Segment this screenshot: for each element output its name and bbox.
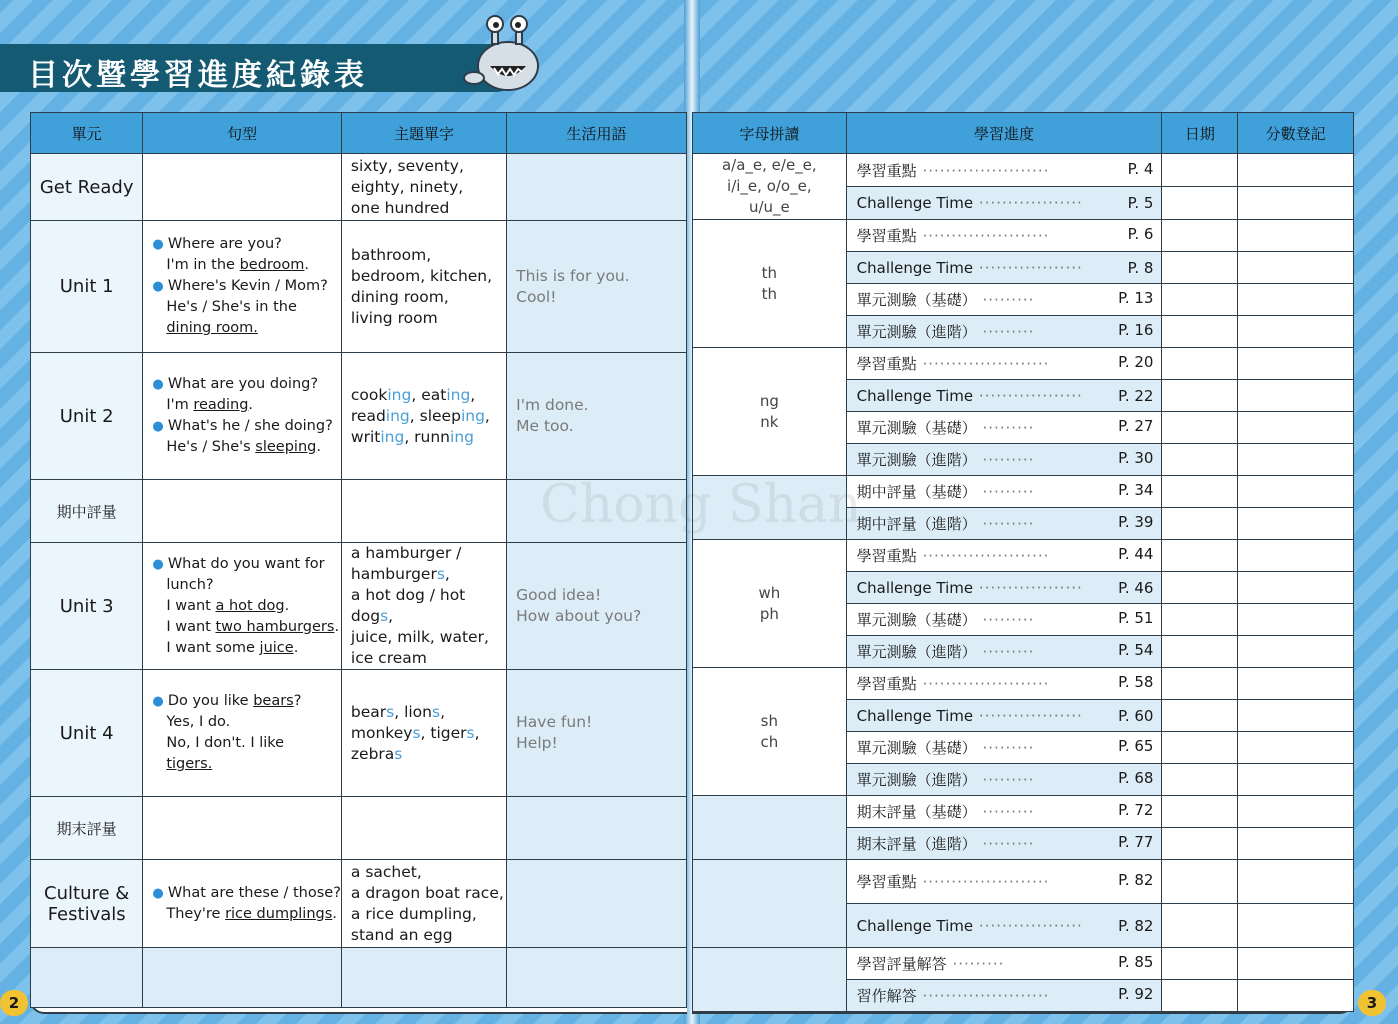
leader-dots: ·················· [973,386,1083,405]
score-cell[interactable] [1238,732,1354,764]
phonics-cell [693,796,847,860]
progress-label: 單元測驗（基礎） [856,419,977,437]
page-number-right: 3 [1358,990,1386,1016]
date-cell[interactable] [1162,572,1238,604]
progress-item [846,284,1162,316]
progress-item [846,732,1162,764]
page-ref: P. 77 [1118,833,1154,851]
score-cell[interactable] [1238,980,1354,1012]
page-ref: P. 4 [1127,159,1154,178]
sentence-pattern: ● Where are you? I'm in the bedroom. ● Where's Kevin / Mom? He's / She's in the dining room. [143,221,342,353]
page-ref: P. 30 [1118,449,1154,467]
phonics-cell: a/a_e, e/e_e, i/i_e, o/o_e, u/u_e [693,154,847,220]
unit-name: Unit 2 [31,353,143,480]
score-cell[interactable] [1238,636,1354,668]
table-row [31,353,687,480]
progress-label: 期中評量（基礎） [856,483,977,501]
sentence-pattern: ● What do you want for lunch? I want a hot dog. I want two hamburgers. I want some juice. [143,543,342,670]
score-cell[interactable] [1238,220,1354,252]
progress-label: 單元測驗（基礎） [856,611,977,629]
page-ref: P. 92 [1118,985,1154,1003]
phonics-cell: ng nk [693,348,847,476]
score-cell[interactable] [1238,668,1354,700]
page-ref: P. 22 [1118,386,1154,405]
score-cell[interactable] [1238,860,1354,904]
unit-name: Culture & Festivals [31,860,143,948]
page-ref: P. 20 [1118,353,1154,371]
date-cell[interactable] [1162,948,1238,980]
date-cell[interactable] [1162,380,1238,412]
progress-label: 單元測驗（進階） [856,451,977,469]
score-cell[interactable] [1238,904,1354,948]
progress-item [846,508,1162,540]
unit-name: Get Ready [31,154,143,221]
progress-label: Challenge Time [856,706,974,725]
topic-words: cooking, eating, reading, sleeping, writing, running [341,353,506,480]
page-ref: P. 58 [1118,673,1154,691]
leader-dots: ········· [976,515,1035,533]
daily-phrases: Good idea! How about you? [507,543,687,670]
progress-label: 單元測驗（進階） [856,643,977,661]
phonics-cell: wh ph [693,540,847,668]
unit-name: 期中評量 [31,480,143,543]
score-cell[interactable] [1238,508,1354,540]
unit-name: Unit 3 [31,543,143,670]
phonics-cell: sh ch [693,668,847,796]
score-cell[interactable] [1238,252,1354,284]
leader-dots: ········· [976,611,1035,629]
date-cell[interactable] [1162,904,1238,948]
progress-table [692,112,1354,1012]
table-row [693,540,1354,572]
col-header-score: 分數登記 [1238,113,1354,154]
leader-dots: ········· [976,771,1035,789]
leader-dots: ········· [976,419,1035,437]
page-ref: P. 5 [1127,194,1154,212]
date-cell[interactable] [1162,444,1238,476]
date-cell[interactable] [1162,220,1238,252]
progress-item [846,154,1162,187]
table-row [31,860,687,948]
score-cell[interactable] [1238,796,1354,828]
table-row [693,948,1354,980]
progress-item [846,700,1162,732]
page-ref: P. 54 [1118,641,1154,659]
score-cell[interactable] [1238,572,1354,604]
progress-item [846,412,1162,444]
date-cell[interactable] [1162,252,1238,284]
table-row [31,670,687,797]
score-cell[interactable] [1238,284,1354,316]
progress-label: Challenge Time [856,916,974,935]
date-cell[interactable] [1162,636,1238,668]
date-cell[interactable] [1162,828,1238,860]
score-cell[interactable] [1238,604,1354,636]
date-cell[interactable] [1162,284,1238,316]
col-header-sentence: 句型 [143,113,342,154]
leader-dots: ·················· [973,916,1083,935]
date-cell[interactable] [1162,860,1238,904]
leader-dots: ········· [976,803,1035,821]
progress-label: 單元測驗（進階） [856,771,977,789]
progress-item [846,904,1162,948]
topic-words: a sachet, a dragon boat race, a rice dumpling, stand an egg [341,860,506,948]
date-cell[interactable] [1162,980,1238,1012]
date-cell[interactable] [1162,764,1238,796]
leader-dots: ········· [976,291,1035,309]
progress-label: 期末評量（進階） [856,835,977,853]
progress-item [846,828,1162,860]
date-cell[interactable] [1162,508,1238,540]
date-cell[interactable] [1162,732,1238,764]
page-ref: P. 46 [1118,578,1154,597]
date-cell[interactable] [1162,187,1238,220]
topic-words: sixty, seventy, eighty, ninety, one hundred [341,154,506,221]
page-ref: P. 51 [1118,609,1154,627]
page-ref: P. 39 [1118,513,1154,531]
date-cell[interactable] [1162,348,1238,380]
page-ref: P. 65 [1118,737,1154,755]
page-ref: P. 6 [1127,225,1154,243]
progress-item [846,316,1162,348]
score-cell[interactable] [1238,380,1354,412]
table-row [31,543,687,670]
progress-label: 單元測驗（基礎） [856,291,977,309]
progress-label: Challenge Time [856,578,974,597]
leader-dots: ······················ [916,227,1050,245]
progress-item [846,980,1162,1012]
leader-dots: ········· [976,643,1035,661]
sentence-pattern: ● What are you doing? I'm reading. ● What's he / she doing? He's / She's sleeping. [143,353,342,480]
leader-dots: ·················· [973,578,1083,597]
score-cell[interactable] [1238,948,1354,980]
progress-label: 習作解答 [856,987,917,1005]
progress-item [846,540,1162,572]
leader-dots: ······················ [916,987,1050,1005]
col-header-words: 主題單字 [341,113,506,154]
date-cell[interactable] [1162,316,1238,348]
page-ref: P. 13 [1118,289,1154,307]
score-cell[interactable] [1238,476,1354,508]
watermark: Chong Shan [540,475,862,535]
leader-dots: ········· [976,835,1035,853]
score-cell[interactable] [1238,764,1354,796]
phonics-cell [693,948,847,1012]
progress-item [846,348,1162,380]
col-header-unit: 單元 [31,113,143,154]
topic-words: a hamburger / hamburgers, a hot dog / hot dogs, juice, milk, water, ice cream [341,543,506,670]
table-row [693,348,1354,380]
progress-item [846,668,1162,700]
progress-item [846,796,1162,828]
leader-dots: ······················ [916,161,1050,180]
progress-item [846,476,1162,508]
progress-item [846,860,1162,904]
sentence-pattern: ● Do you like bears? Yes, I do. No, I don't. I like tigers. [143,670,342,797]
progress-item [846,636,1162,668]
date-cell[interactable] [1162,668,1238,700]
progress-item [846,444,1162,476]
progress-item [846,380,1162,412]
daily-phrases: This is for you. Cool! [507,221,687,353]
score-cell[interactable] [1238,444,1354,476]
progress-label: Challenge Time [856,386,974,405]
progress-label: 單元測驗（基礎） [856,739,977,757]
page-ref: P. 27 [1118,417,1154,435]
progress-label: 單元測驗（進階） [856,323,977,341]
unit-name: Unit 4 [31,670,143,797]
page-ref: P. 82 [1118,871,1154,889]
table-row [693,154,1354,187]
leader-dots: ········· [976,323,1035,341]
page-ref: P. 8 [1127,258,1154,277]
score-cell[interactable] [1238,700,1354,732]
score-cell[interactable] [1238,316,1354,348]
leader-dots: ·················· [973,258,1083,277]
progress-item [846,948,1162,980]
monster-mascot-icon [462,14,552,96]
leader-dots: ········· [976,739,1035,757]
table-row [31,154,687,221]
table-row [693,668,1354,700]
page-ref: P. 82 [1118,916,1154,935]
table-row [31,797,687,860]
page-ref: P. 60 [1118,706,1154,725]
leader-dots: ········· [946,955,1005,973]
page-ref: P. 85 [1118,953,1154,971]
daily-phrases: I'm done. Me too. [507,353,687,480]
date-cell[interactable] [1162,604,1238,636]
table-row [31,948,687,1008]
progress-label: 學習重點 [856,227,917,245]
table-row [31,221,687,353]
date-cell[interactable] [1162,540,1238,572]
progress-label: 學習重點 [856,355,917,373]
page-ref: P. 16 [1118,321,1154,339]
progress-label: 期末評量（基礎） [856,803,977,821]
progress-item [846,604,1162,636]
leader-dots: ········· [976,451,1035,469]
table-row [693,796,1354,828]
unit-name: Unit 1 [31,221,143,353]
leader-dots: ······················ [916,873,1050,891]
table-row [693,220,1354,252]
leader-dots: ·················· [973,706,1083,725]
col-header-phrases: 生活用語 [507,113,687,154]
page-ref: P. 72 [1118,801,1154,819]
score-cell[interactable] [1238,154,1354,187]
date-cell[interactable] [1162,476,1238,508]
col-header-phonics: 字母拼讀 [693,113,847,154]
page-number-left: 2 [0,990,28,1016]
score-cell[interactable] [1238,348,1354,380]
leader-dots: ······················ [916,547,1050,565]
date-cell[interactable] [1162,412,1238,444]
leader-dots: ········· [976,483,1035,501]
leader-dots: ······················ [916,675,1050,693]
score-cell[interactable] [1238,412,1354,444]
topic-words: bears, lions, monkeys, tigers, zebras [341,670,506,797]
progress-label: 學習重點 [856,873,917,891]
col-header-date: 日期 [1162,113,1238,154]
units-table [30,112,687,1008]
date-cell[interactable] [1162,796,1238,828]
progress-label: 學習重點 [856,675,917,693]
progress-item [846,764,1162,796]
leader-dots: ······················ [916,355,1050,373]
daily-phrases: Have fun! Help! [507,670,687,797]
score-cell[interactable] [1238,540,1354,572]
page-ref: P. 68 [1118,769,1154,787]
table-row [693,860,1354,904]
score-cell[interactable] [1238,187,1354,220]
progress-label: Challenge Time [856,258,974,277]
progress-label: 學習評量解答 [856,955,947,973]
unit-name: 期末評量 [31,797,143,860]
progress-label: 期中評量（進階） [856,515,977,533]
progress-item [846,252,1162,284]
page-ref: P. 34 [1118,481,1154,499]
score-cell[interactable] [1238,828,1354,860]
progress-label: 學習重點 [856,161,917,180]
page-ref: P. 44 [1118,545,1154,563]
progress-label: Challenge Time [856,194,974,212]
phonics-cell [693,860,847,948]
page-title: 目次暨學習進度紀錄表 [28,58,368,93]
leader-dots: ·················· [973,194,1083,212]
topic-words: bathroom, bedroom, kitchen, dining room, living room [341,221,506,353]
col-header-progress: 學習進度 [846,113,1162,154]
progress-item [846,572,1162,604]
phonics-cell: th th [693,220,847,348]
progress-item [846,187,1162,220]
date-cell[interactable] [1162,154,1238,187]
progress-label: 學習重點 [856,547,917,565]
date-cell[interactable] [1162,700,1238,732]
progress-item [846,220,1162,252]
sentence-pattern: ● What are these / those? They're rice dumplings. [143,860,342,948]
